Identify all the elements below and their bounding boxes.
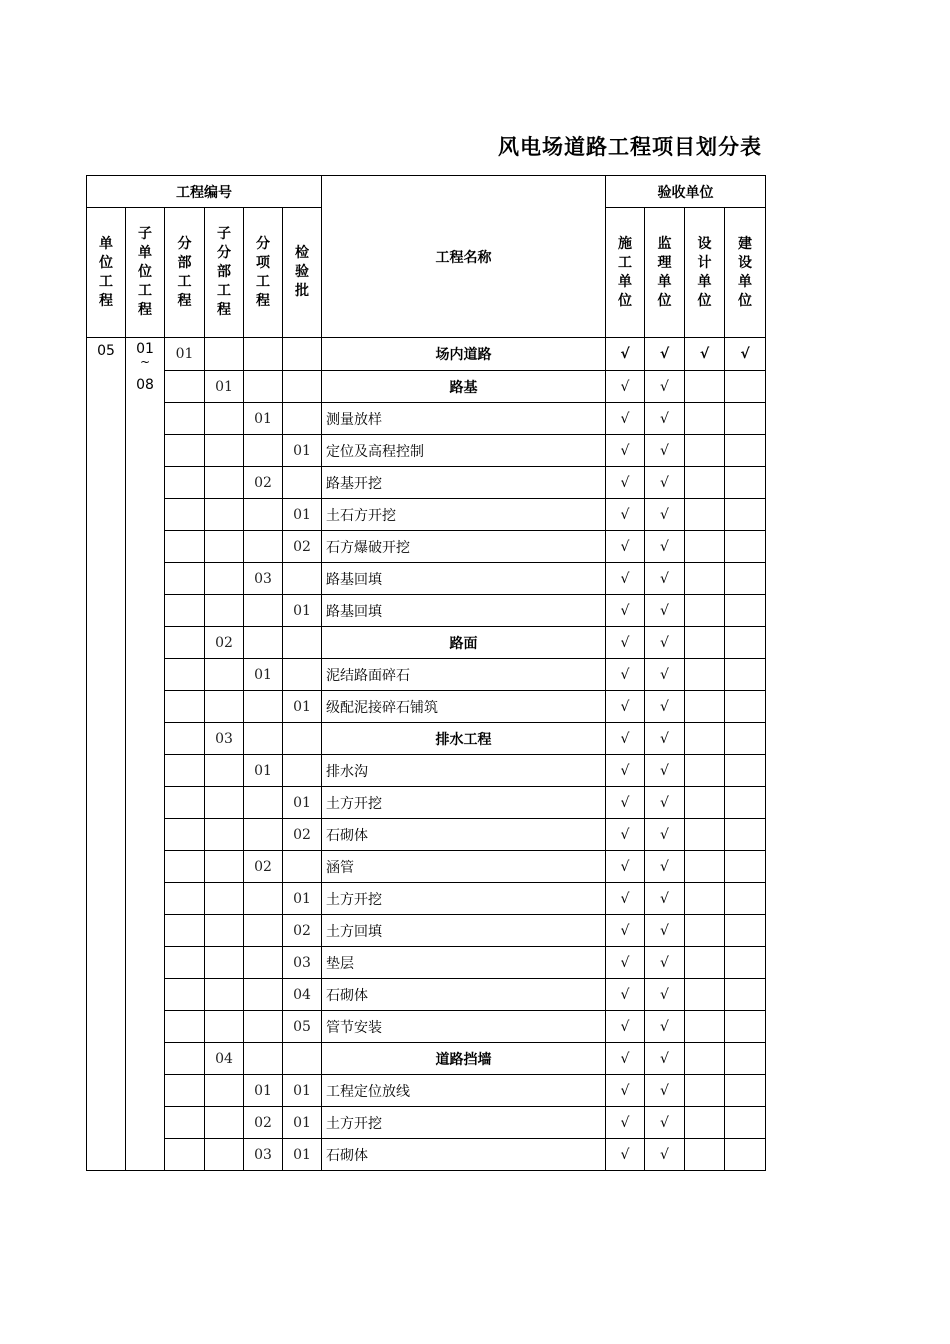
project-name-cell: 土方开挖 [322,883,606,915]
subdivision-code [205,595,244,627]
construction-unit-check: √ [606,403,645,435]
division-code [165,563,205,595]
table-row [87,563,766,595]
division-code [165,819,205,851]
division-code [165,467,205,499]
table-row [87,371,766,403]
table-row [87,659,766,691]
supervision-unit-header: 监 理 单 位 [645,208,685,338]
owner-unit-check [725,499,766,531]
table-row [87,338,766,371]
supervision-unit-check: √ [645,755,685,787]
owner-unit-check [725,1011,766,1043]
item-code: 01 [244,1075,283,1107]
supervision-unit-check: √ [645,787,685,819]
table-row [87,1107,766,1139]
owner-unit-check [725,883,766,915]
supervision-unit-check: √ [645,883,685,915]
division-code [165,499,205,531]
design-unit-check [685,435,725,467]
construction-unit-check: √ [606,627,645,659]
subunit-code-cell: 01 ~ 08 [126,338,165,1171]
owner-unit-check [725,531,766,563]
construction-unit-check: √ [606,851,645,883]
owner-unit-check [725,371,766,403]
subdivision-code [205,467,244,499]
owner-unit-check [725,1075,766,1107]
design-unit-check [685,691,725,723]
construction-unit-check: √ [606,563,645,595]
item-code [244,531,283,563]
name-column-header: 工程名称 [322,176,606,338]
item-code: 01 [244,403,283,435]
subdivision-code [205,1011,244,1043]
item-code [244,979,283,1011]
design-unit-check [685,1011,725,1043]
construction-unit-check: √ [606,979,645,1011]
construction-unit-check: √ [606,659,645,691]
item-code [244,499,283,531]
design-unit-check [685,627,725,659]
subdivision-code [205,338,244,371]
owner-unit-check [725,947,766,979]
supervision-unit-check: √ [645,723,685,755]
owner-unit-check [725,403,766,435]
design-unit-check [685,531,725,563]
project-name-cell: 石砌体 [322,979,606,1011]
table-row [87,691,766,723]
project-name-cell: 场内道路 [322,338,606,371]
subdivision-code [205,787,244,819]
construction-unit-check: √ [606,467,645,499]
table-row [87,723,766,755]
item-code [244,787,283,819]
division-code [165,755,205,787]
design-unit-check [685,1075,725,1107]
lot-code [283,723,322,755]
subdivision-code [205,883,244,915]
design-unit-check [685,819,725,851]
construction-unit-check: √ [606,1043,645,1075]
division-code [165,659,205,691]
division-code [165,1011,205,1043]
item-code [244,595,283,627]
project-name-cell: 排水工程 [322,723,606,755]
subdivision-code [205,915,244,947]
division-code: 01 [165,338,205,371]
owner-unit-check [725,467,766,499]
item-code: 01 [244,659,283,691]
construction-unit-check: √ [606,1139,645,1171]
design-unit-check [685,499,725,531]
item-code: 01 [244,755,283,787]
owner-unit-check [725,1107,766,1139]
division-code [165,531,205,563]
subdivision-code [205,851,244,883]
item-code: 03 [244,563,283,595]
subdivision-code [205,947,244,979]
owner-unit-check [725,1139,766,1171]
owner-unit-check [725,595,766,627]
item-code [244,883,283,915]
construction-unit-check: √ [606,499,645,531]
item-code [244,1043,283,1075]
lot-code: 01 [283,1107,322,1139]
table-row [87,435,766,467]
lot-code [283,1043,322,1075]
inspection-lot-header: 检 验 批 [283,208,322,338]
owner-unit-check [725,851,766,883]
project-name-cell: 土方回填 [322,915,606,947]
design-unit-check [685,723,725,755]
table-row [87,467,766,499]
project-name-cell: 级配泥接碎石铺筑 [322,691,606,723]
supervision-unit-check: √ [645,851,685,883]
division-code [165,723,205,755]
supervision-unit-check: √ [645,338,685,371]
division-code [165,947,205,979]
lot-code [283,563,322,595]
design-unit-check [685,947,725,979]
division-code [165,787,205,819]
table-row [87,979,766,1011]
design-unit-check [685,659,725,691]
supervision-unit-check: √ [645,403,685,435]
owner-unit-check [725,723,766,755]
project-name-cell: 管节安装 [322,1011,606,1043]
subdivision-code: 03 [205,723,244,755]
project-name-cell: 路面 [322,627,606,659]
project-name-cell: 路基回填 [322,595,606,627]
project-name-cell: 石砌体 [322,1139,606,1171]
table-row [87,915,766,947]
item-code [244,435,283,467]
owner-unit-check [725,435,766,467]
subdivision-code [205,691,244,723]
subdivision-code [205,531,244,563]
subdivision-code [205,659,244,691]
project-name-cell: 土方开挖 [322,787,606,819]
supervision-unit-check: √ [645,1011,685,1043]
subdivision-code [205,819,244,851]
lot-code [283,338,322,371]
owner-unit-header: 建 设 单 位 [725,208,766,338]
supervision-unit-check: √ [645,499,685,531]
item-code: 02 [244,1107,283,1139]
design-unit-check [685,1139,725,1171]
division-project-header: 分 部 工 程 [165,208,205,338]
project-name-cell: 土方开挖 [322,1107,606,1139]
supervision-unit-check: √ [645,371,685,403]
item-code: 03 [244,1139,283,1171]
supervision-unit-check: √ [645,627,685,659]
design-unit-check [685,595,725,627]
subdivision-code [205,1139,244,1171]
lot-code: 01 [283,595,322,627]
lot-code: 03 [283,947,322,979]
project-name-cell: 石砌体 [322,819,606,851]
lot-code [283,755,322,787]
table-row [87,627,766,659]
project-name-cell: 工程定位放线 [322,1075,606,1107]
division-code [165,1107,205,1139]
item-code [244,627,283,659]
owner-unit-check [725,915,766,947]
design-unit-check [685,787,725,819]
table-row [87,403,766,435]
design-unit-check [685,1107,725,1139]
item-code [244,1011,283,1043]
owner-unit-check [725,627,766,659]
item-code: 02 [244,467,283,499]
project-name-cell: 垫层 [322,947,606,979]
supervision-unit-check: √ [645,467,685,499]
owner-unit-check [725,819,766,851]
construction-unit-check: √ [606,755,645,787]
project-division-table [86,175,766,1171]
item-code [244,691,283,723]
subunit-project-header: 子 单 位 工 程 [126,208,165,338]
division-code [165,1139,205,1171]
header-row-1 [87,176,766,208]
subdivision-code: 04 [205,1043,244,1075]
table-row [87,755,766,787]
table-row [87,947,766,979]
division-code [165,979,205,1011]
construction-unit-check: √ [606,883,645,915]
subdivision-code [205,979,244,1011]
supervision-unit-check: √ [645,947,685,979]
subdivision-code [205,563,244,595]
construction-unit-check: √ [606,338,645,371]
supervision-unit-check: √ [645,915,685,947]
supervision-unit-check: √ [645,659,685,691]
construction-unit-check: √ [606,531,645,563]
owner-unit-check [725,563,766,595]
table-row [87,499,766,531]
lot-code: 02 [283,819,322,851]
design-unit-check [685,979,725,1011]
construction-unit-check: √ [606,819,645,851]
item-code [244,819,283,851]
lot-code: 02 [283,531,322,563]
design-unit-check [685,915,725,947]
design-unit-check [685,883,725,915]
construction-unit-check: √ [606,371,645,403]
division-code [165,851,205,883]
project-name-cell: 泥结路面碎石 [322,659,606,691]
supervision-unit-check: √ [645,563,685,595]
lot-code [283,627,322,659]
owner-unit-check [725,755,766,787]
supervision-unit-check: √ [645,1075,685,1107]
project-name-cell: 路基回填 [322,563,606,595]
item-project-header: 分 项 工 程 [244,208,283,338]
division-code [165,371,205,403]
table-row [87,883,766,915]
subdivision-code [205,435,244,467]
project-name-cell: 测量放样 [322,403,606,435]
subdivision-code [205,499,244,531]
project-name-cell: 道路挡墙 [322,1043,606,1075]
item-code [244,947,283,979]
design-unit-check [685,563,725,595]
page-title: 风电场道路工程项目划分表 [498,135,762,159]
project-name-cell: 土石方开挖 [322,499,606,531]
construction-unit-check: √ [606,723,645,755]
subdivision-code [205,755,244,787]
owner-unit-check [725,659,766,691]
design-unit-check: √ [685,338,725,371]
table-row [87,1075,766,1107]
lot-code: 01 [283,499,322,531]
unit-code-cell: 05 [87,338,126,1171]
table-row [87,1043,766,1075]
item-code: 02 [244,851,283,883]
table-row [87,851,766,883]
design-unit-check [685,467,725,499]
lot-code [283,403,322,435]
subdivision-code: 02 [205,627,244,659]
construction-unit-check: √ [606,435,645,467]
subdivision-code [205,1107,244,1139]
construction-unit-check: √ [606,1011,645,1043]
supervision-unit-check: √ [645,979,685,1011]
owner-unit-check [725,979,766,1011]
subdivision-code [205,403,244,435]
division-code [165,595,205,627]
division-code [165,435,205,467]
supervision-unit-check: √ [645,691,685,723]
design-unit-check [685,1043,725,1075]
supervision-unit-check: √ [645,435,685,467]
construction-unit-header: 施 工 单 位 [606,208,645,338]
owner-unit-check [725,691,766,723]
code-group-header: 工程编号 [87,176,322,208]
owner-unit-check [725,787,766,819]
project-name-cell: 路基 [322,371,606,403]
subdivision-code [205,1075,244,1107]
supervision-unit-check: √ [645,595,685,627]
design-unit-header: 设 计 单 位 [685,208,725,338]
table-row [87,819,766,851]
division-code [165,403,205,435]
lot-code [283,659,322,691]
item-code [244,723,283,755]
division-code [165,627,205,659]
lot-code: 01 [283,883,322,915]
unit-project-header: 单 位 工 程 [87,208,126,338]
lot-code: 04 [283,979,322,1011]
table-row [87,595,766,627]
construction-unit-check: √ [606,1107,645,1139]
owner-unit-check [725,1043,766,1075]
project-name-cell: 涵管 [322,851,606,883]
construction-unit-check: √ [606,595,645,627]
design-unit-check [685,851,725,883]
item-code [244,371,283,403]
design-unit-check [685,403,725,435]
project-name-cell: 石方爆破开挖 [322,531,606,563]
lot-code: 01 [283,691,322,723]
project-name-cell: 定位及高程控制 [322,435,606,467]
item-code [244,915,283,947]
construction-unit-check: √ [606,947,645,979]
lot-code: 01 [283,435,322,467]
supervision-unit-check: √ [645,819,685,851]
lot-code: 01 [283,787,322,819]
table-row [87,1139,766,1171]
lot-code: 02 [283,915,322,947]
construction-unit-check: √ [606,787,645,819]
subdivision-project-header: 子 分 部 工 程 [205,208,244,338]
construction-unit-check: √ [606,915,645,947]
owner-unit-check: √ [725,338,766,371]
project-name-cell: 路基开挖 [322,467,606,499]
subdivision-code: 01 [205,371,244,403]
division-code [165,1075,205,1107]
supervision-unit-check: √ [645,1107,685,1139]
table-row [87,531,766,563]
item-code [244,338,283,371]
lot-code: 05 [283,1011,322,1043]
supervision-unit-check: √ [645,1139,685,1171]
construction-unit-check: √ [606,691,645,723]
lot-code: 01 [283,1075,322,1107]
division-code [165,915,205,947]
project-name-cell: 排水沟 [322,755,606,787]
design-unit-check [685,371,725,403]
table-row [87,1011,766,1043]
lot-code [283,371,322,403]
lot-code: 01 [283,1139,322,1171]
division-code [165,691,205,723]
division-code [165,1043,205,1075]
lot-code [283,467,322,499]
lot-code [283,851,322,883]
division-code [165,883,205,915]
table-row [87,787,766,819]
acceptance-group-header: 验收单位 [606,176,766,208]
design-unit-check [685,755,725,787]
supervision-unit-check: √ [645,1043,685,1075]
supervision-unit-check: √ [645,531,685,563]
construction-unit-check: √ [606,1075,645,1107]
